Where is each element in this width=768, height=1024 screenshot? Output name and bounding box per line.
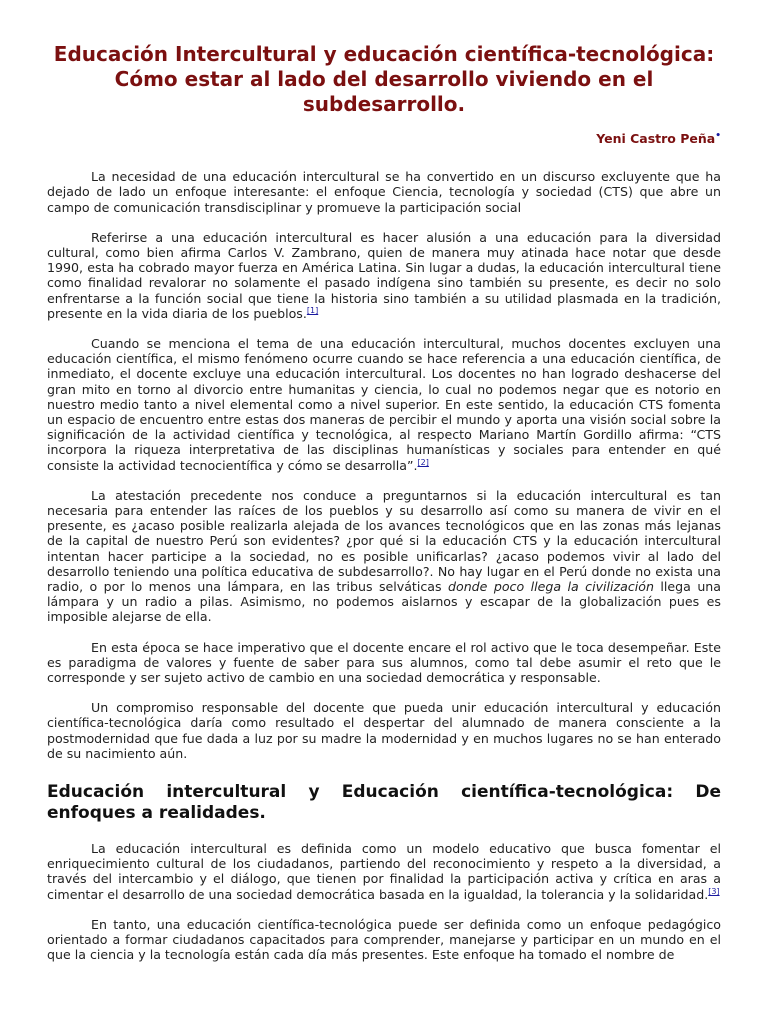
section-paragraph-2: En tanto, una educación científica-tecnológica puede ser definida como un enfoque pedagógico orientado a formar ciudadanos capacitados para comprender, manejarse y participar en un mundo en el que la ciencia y la tecnología están cada día más presentes. Este enfoque ha tomado el nombre de bbox=[47, 916, 721, 963]
footnote-link-1[interactable]: [1] bbox=[306, 305, 319, 315]
paragraph-6: Un compromiso responsable del docente que pueda unir educación intercultural y educación científica-tecnológica daría como resultado el despertar del alumnado de manera consciente a la postmodernidad que fue dada a luz por su madre la modernidad y en muchos lugares no se han enterado de su nacimiento aún. bbox=[47, 700, 721, 761]
paragraph-2: Referirse a una educación intercultural es hacer alusión a una educación para la diversidad cultural, como bien afirma Carlos V. Zambrano, quien de manera muy atinada hace notar que desde 1990, esta ha cobrado mayor fuerza en América Latina. Sin lugar a dudas, la educación intercultural tiene como finalidad revalorar no solamente el pasado indígena sino también su presente, es decir no solo enfrentarse a la función social que tiene la historia sino también a su utilidad plasmada en la tradición, presente en la vida diaria de los pueblos.[1] bbox=[47, 229, 721, 321]
footnote-link-3[interactable]: [3] bbox=[708, 886, 720, 896]
paragraph-3: Cuando se menciona el tema de una educación intercultural, muchos docentes excluyen una educación científica, el mismo fenómeno ocurre cuando se hace referencia a una educación científica, de inmediato, el docente excluye una educación intercultural. Los docentes no han logrado deshacerse del gran mito en torno al divorcio entre humanitas y ciencia, lo cual no podemos negar que es notorio en nuestro medio tanto a nivel elemental como a nivel superior. En este sentido, la educación CTS fomenta un espacio de encuentro entre estas dos maneras de percibir el mundo y aporta una visión social sobre la significación de la actividad científica y tecnológica, al respecto Mariano Martín Gordillo afirma: “CTS incorpora la riqueza interpretativa de las disciplinas humanísticas y sociales para entender en qué consiste la actividad tecnocientífica y cómo se desarrolla”.[2] bbox=[47, 335, 721, 473]
footnote-link-2[interactable]: [2] bbox=[417, 457, 429, 467]
paragraph-1: La necesidad de una educación intercultural se ha convertido en un discurso excluyente que ha dejado de lado un enfoque interesante: el enfoque Ciencia, tecnología y sociedad (CTS) que abre un campo de comunicación transdisciplinar y promueve la participación social bbox=[47, 169, 721, 215]
author-footnote-marker[interactable]: • bbox=[715, 131, 721, 141]
author-line bbox=[47, 128, 721, 147]
section-paragraph-1: La educación intercultural es definida como un modelo educativo que busca fomentar el enriquecimiento cultural de los ciudadanos, partiendo del reconocimiento y respeto a la diversidad, a través del intercambio y el diálogo, que tienen por finalidad la participación activa y crítica en aras a cimentar el desarrollo de una sociedad democrática basada en la igualdad, la tolerancia y la solidaridad.[3] bbox=[47, 841, 721, 902]
paragraph-4: La atestación precedente nos conduce a preguntarnos si la educación intercultural es tan necesaria para entender las raíces de los pueblos y su desarrollo así como su manera de vivir en el presente, es ¿acaso posible realizarla alejada de los avances tecnológicos que en las zonas más lejanas de la capital de nuestro Perú son evidentes? ¿por qué si la educación CTS y la educación intercultural intentan hacer participe a la sociedad, no es posible unificarlas? ¿acaso podemos vivir al lado del desarrollo teniendo una política educativa de subdesarrollo?. No hay lugar en el Perú donde no exista una radio, o por lo menos una lámpara, en las tribus selváticas donde poco llega la civilización llega una lámpara y un radio a pilas. Asimismo, no podemos aislarnos y escapar de la globalización pues es imposible alejarse de ella. bbox=[47, 487, 721, 625]
paragraph-5: En esta época se hace imperativo que el docente encare el rol activo que le toca desempeñar. Este es paradigma de valores y fuente de saber para sus alumnos, como tal debe asumir el reto que le corresponde y ser sujeto activo de cambio en una sociedad democrática y responsable. bbox=[47, 639, 721, 686]
author-name: Yeni Castro Peña bbox=[596, 131, 716, 147]
italic-phrase: donde poco llega la civilización bbox=[448, 579, 654, 595]
document-title: Educación Intercultural y educación científica-tecnológica: Cómo estar al lado del desarrollo viviendo en el subdesarrollo. bbox=[53, 42, 715, 116]
section-heading: Educación intercultural y Educación científica-tecnológica: De enfoques a realidades. bbox=[47, 782, 721, 824]
